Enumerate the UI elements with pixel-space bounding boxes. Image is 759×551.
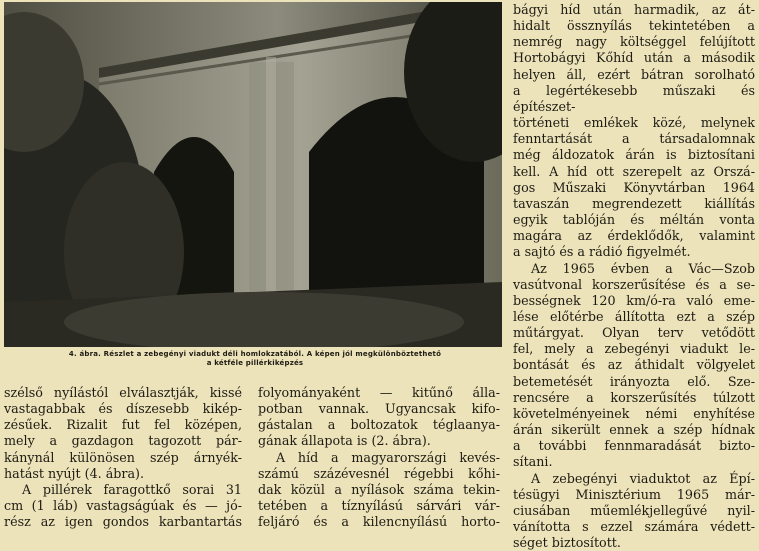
text-column-2 (258, 385, 500, 530)
text-line: Az 1965 évben a Vác—Szob (531, 260, 755, 276)
viaduct-photo-drawing (4, 2, 502, 347)
text-line: dak közül a nyílások száma tekin- (258, 481, 500, 497)
text-line: árán sikerült ennek a szép hídnak (513, 422, 755, 438)
text-line: folyományaként — kitűnő álla- (258, 385, 500, 400)
viaduct-photo (4, 2, 502, 347)
text-line: A zebegényi viaduktot az Épí- (531, 470, 755, 486)
text-column-1 (4, 385, 242, 530)
text-line: történeti emlékek közé, melynek (513, 115, 755, 131)
text-line: kánynál különösen szép árnyék- (4, 449, 242, 465)
text-line: egyik tablóján és méltán vonta (513, 212, 755, 228)
text-line: séget biztosított. (513, 535, 621, 551)
text-line: mely a gazdagon tagozott pár- (4, 433, 242, 449)
text-line: tésügyi Minisztérium 1965 már- (513, 486, 755, 502)
text-line: szélső nyílástól elválasztják, kissé (4, 385, 242, 400)
text-line: sítani. (513, 454, 553, 470)
text-line: nemrég nagy költséggel felújított (513, 34, 755, 50)
text-line: gástalan a boltozatok téglaanya- (258, 417, 500, 433)
text-line: bességnek 120 km/ó-ra való eme- (513, 292, 755, 308)
figure-caption-line-2: a kétféle pillérkiképzés (206, 359, 304, 367)
text-line: lése előtérbe állította ezt a szép (513, 308, 755, 324)
text-column-3 (513, 2, 755, 551)
text-line: Hortobágyi Kőhíd után a második (513, 50, 755, 66)
text-line: rencsére a korszerűsítés túlzott (513, 389, 755, 405)
figure-caption-line-1: 4. ábra. Részlet a zebegényi viadukt déli homlokzatából. A képen jól megkülönböztethető (68, 350, 442, 358)
text-line: vánította s ezzel számára védett- (513, 519, 755, 534)
text-line: még áldozatok árán is biztosítani (513, 147, 755, 163)
text-line: vastagabbak és díszesebb kikép- (4, 401, 242, 417)
text-line: fenntartását a társadalomnak (513, 131, 755, 147)
text-line: kell. A híd ott szerepelt az Orszá- (513, 163, 755, 179)
text-line: a legértékesebb műszaki és építészet- (513, 82, 755, 114)
text-line: műtárgyat. Olyan terv vetődött (513, 325, 755, 341)
text-line: számú százévesnél régebbi kőhi- (258, 465, 500, 481)
text-line: gos Műszaki Könyvtárban 1964 (513, 179, 755, 195)
text-line: hatást nyújt (4. ábra). (4, 465, 145, 481)
text-line: bágyi híd után harmadik, az át- (513, 2, 755, 17)
figure-caption (10, 350, 500, 368)
text-line: magára az érdeklődők, valamint (513, 228, 755, 244)
text-line: hidalt össznyílás tekintetében a (513, 18, 755, 34)
text-line: a további fennmaradását bizto- (513, 438, 755, 454)
text-line: betemetését irányozta elő. Sze- (513, 373, 755, 389)
text-line: tavaszán megrendezett kiállítás (513, 195, 755, 211)
text-line: gának állapota is (2. ábra). (258, 433, 431, 449)
text-line: potban vannak. Ugyancsak kifo- (258, 401, 500, 417)
text-line: rész az igen gondos karbantartás (4, 514, 242, 530)
text-line: a sajtó és a rádió figyelmét. (513, 244, 691, 260)
text-line: tetében a tíznyílású sárvári vár- (258, 498, 500, 514)
text-line: vasútvonal korszerűsítése és a se- (513, 276, 755, 292)
text-line: A pillérek faragottkő sorai 31 (22, 481, 242, 497)
text-line: feljáró és a kilencnyílású horto- (258, 514, 500, 530)
text-line: helyen áll, ezért bátran sorolható (513, 66, 755, 82)
text-line: ciusában műemlékjellegűvé nyil- (513, 502, 755, 518)
text-line: fel, mely a zebegényi viadukt le- (513, 341, 755, 357)
text-line: zésűek. Rizalit fut fel középen, (4, 417, 242, 433)
text-line: A híd a magyarországi kevés- (276, 449, 500, 465)
text-line: követelményeinek némi enyhítése (513, 405, 755, 421)
text-line: bontását és az áthidalt völgyelet (513, 357, 755, 373)
text-line: cm (1 láb) vastagságúak és — jó- (4, 498, 242, 514)
